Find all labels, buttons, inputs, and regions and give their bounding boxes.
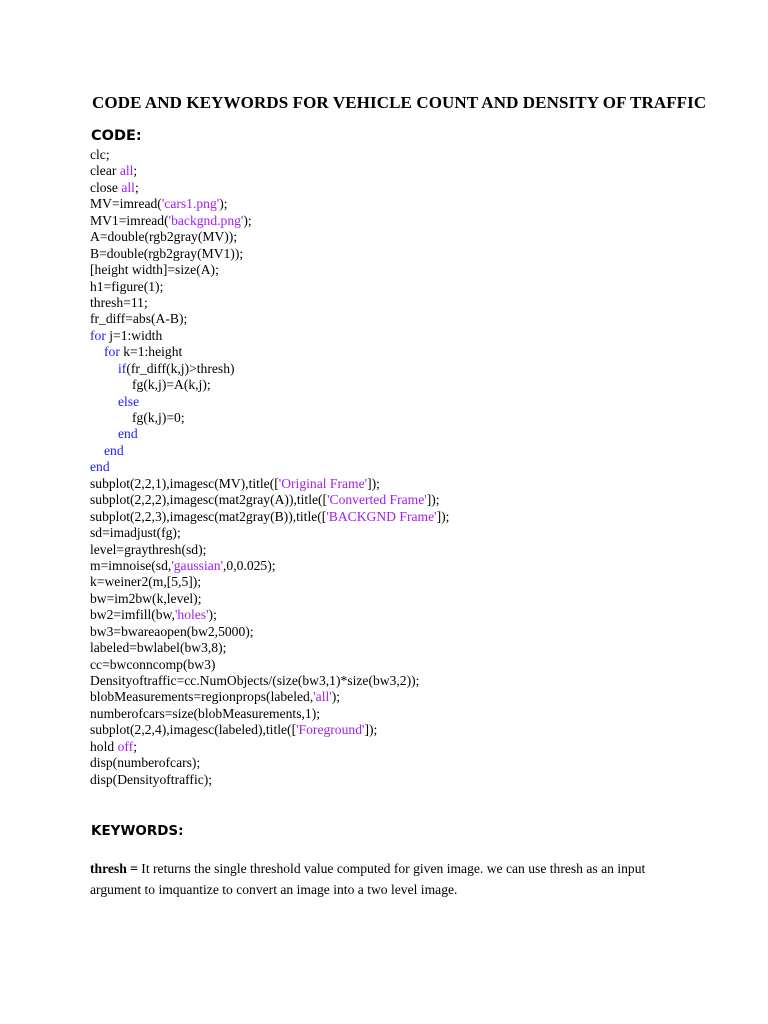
- code-line: [90, 295, 449, 311]
- code-text: ;: [133, 163, 138, 179]
- code-text: );: [219, 196, 228, 212]
- code-keyword: if: [118, 360, 127, 376]
- code-line: [90, 344, 449, 360]
- code-text: ,0,0.025);: [223, 557, 276, 573]
- code-keyword: end: [118, 426, 138, 442]
- code-string: 'Foreground': [296, 722, 365, 738]
- code-keyword: end: [90, 459, 110, 475]
- code-text: close: [90, 179, 122, 195]
- code-string: 'backgnd.png': [168, 212, 244, 228]
- code-text: numberofcars=size(blobMeasurements,1);: [90, 705, 320, 721]
- code-text: k=weiner2(m,[5,5]);: [90, 574, 202, 590]
- code-text: fr_diff=abs(A-B);: [90, 311, 188, 327]
- code-line: [90, 640, 449, 656]
- code-text: subplot(2,2,4),imagesc(labeled),title([: [90, 722, 297, 738]
- code-line: [90, 394, 449, 410]
- code-text: [height width]=size(A);: [90, 262, 219, 278]
- code-line: [90, 443, 449, 459]
- code-text: MV1=imread(: [90, 212, 169, 228]
- code-text: clc;: [90, 147, 110, 162]
- code-text: bw3=bwareaopen(bw2,5000);: [90, 623, 254, 639]
- code-text: disp(Densityoftraffic);: [90, 771, 213, 787]
- code-line: [90, 229, 449, 245]
- code-string: 'holes': [174, 607, 209, 623]
- code-line: [90, 213, 449, 229]
- code-keyword: end: [104, 442, 124, 458]
- code-line: [90, 147, 449, 163]
- code-string: all: [119, 163, 134, 179]
- code-line: [90, 755, 449, 771]
- code-string: 'Original Frame': [278, 475, 368, 491]
- code-text: cc=bwconncomp(bw3): [90, 656, 216, 672]
- code-text: bw=im2bw(k,level);: [90, 590, 202, 606]
- code-line: [90, 525, 449, 541]
- code-line: [90, 476, 449, 492]
- code-text: );: [208, 607, 217, 623]
- code-line: [90, 657, 449, 673]
- code-string: 'cars1.png': [161, 196, 220, 212]
- code-text: hold: [90, 738, 118, 754]
- code-line: [90, 328, 449, 344]
- code-text: fg(k,j)=0;: [132, 410, 185, 425]
- code-line: [90, 689, 449, 705]
- code-text: fg(k,j)=A(k,j);: [132, 377, 211, 393]
- code-line: [90, 492, 449, 508]
- code-text: ;: [133, 738, 137, 754]
- code-string: all: [121, 179, 135, 195]
- code-text: subplot(2,2,2),imagesc(mat2gray(A)),title([: [90, 492, 328, 508]
- code-line: [90, 361, 449, 377]
- code-text: B=double(rgb2gray(MV1));: [90, 245, 244, 261]
- code-keyword: for: [90, 327, 106, 343]
- code-text: ]);: [367, 475, 380, 491]
- document-title: CODE AND KEYWORDS FOR VEHICLE COUNT AND DENSITY OF TRAFFIC: [92, 93, 707, 112]
- code-line: [90, 706, 449, 722]
- code-keyword: for: [104, 344, 120, 360]
- code-line: [90, 426, 449, 442]
- code-text: bw2=imfill(bw,: [90, 607, 175, 623]
- code-text: ;: [134, 179, 139, 195]
- code-line: [90, 163, 449, 179]
- code-text: ]);: [426, 492, 440, 508]
- code-text: (fr_diff(k,j)>thresh): [126, 360, 235, 376]
- code-line: [90, 607, 449, 623]
- code-line: [90, 772, 449, 788]
- code-line: [90, 180, 449, 196]
- code-line: [90, 377, 449, 393]
- code-text: disp(numberofcars);: [90, 755, 201, 771]
- code-string: 'all': [313, 689, 332, 705]
- code-text: Densityoftraffic=cc.NumObjects/(size(bw3,1)*size(bw3,2));: [90, 673, 420, 688]
- code-heading: CODE:: [91, 128, 142, 144]
- code-text: labeled=bwlabel(bw3,8);: [90, 640, 227, 656]
- code-string: off: [117, 738, 134, 754]
- code-text: m=imnoise(sd,: [90, 557, 172, 573]
- code-line: [90, 279, 449, 295]
- code-text: k=1:height: [119, 344, 183, 360]
- code-text: h1=figure(1);: [90, 278, 164, 294]
- code-line: [90, 739, 449, 755]
- code-text: blobMeasurements=regionprops(labeled,: [90, 689, 314, 705]
- code-string: 'BACKGND Frame': [326, 508, 437, 524]
- code-text: ]);: [436, 508, 450, 524]
- code-text: j=1:width: [105, 327, 163, 343]
- code-keyword: else: [118, 393, 140, 409]
- code-text: ]);: [364, 722, 378, 738]
- code-listing: [90, 147, 449, 788]
- code-line: [90, 542, 449, 558]
- code-text: subplot(2,2,1),imagesc(MV),title([: [90, 475, 279, 491]
- code-text: );: [331, 689, 341, 705]
- code-line: [90, 558, 449, 574]
- code-line: [90, 574, 449, 590]
- code-line: [90, 673, 449, 689]
- code-line: [90, 410, 449, 426]
- code-string: 'Converted Frame': [327, 492, 427, 508]
- code-text: sd=imadjust(fg);: [90, 525, 181, 541]
- code-string: 'gaussian': [171, 557, 224, 573]
- code-text: clear: [90, 163, 120, 179]
- code-text: level=graythresh(sd);: [90, 541, 207, 557]
- code-line: [90, 246, 449, 262]
- code-line: [90, 509, 449, 525]
- code-text: subplot(2,2,3),imagesc(mat2gray(B)),title([: [90, 508, 327, 524]
- keyword-description: It returns the single threshold value computed for given image. we can use thresh as an input argument to imquantize to convert an image into a two level image.: [90, 861, 646, 897]
- code-line: [90, 722, 449, 738]
- code-line: [90, 591, 449, 607]
- code-line: [90, 311, 449, 327]
- code-line: [90, 262, 449, 278]
- keywords-heading: KEYWORDS:: [91, 823, 184, 839]
- code-text: MV=imread(: [90, 196, 162, 212]
- code-line: [90, 196, 449, 212]
- keyword-definition: [90, 858, 690, 900]
- code-text: );: [243, 212, 252, 228]
- code-line: [90, 459, 449, 475]
- code-text: A=double(rgb2gray(MV));: [90, 229, 238, 245]
- code-line: [90, 624, 449, 640]
- keyword-term: thresh =: [90, 861, 138, 876]
- code-text: thresh=11;: [90, 294, 148, 310]
